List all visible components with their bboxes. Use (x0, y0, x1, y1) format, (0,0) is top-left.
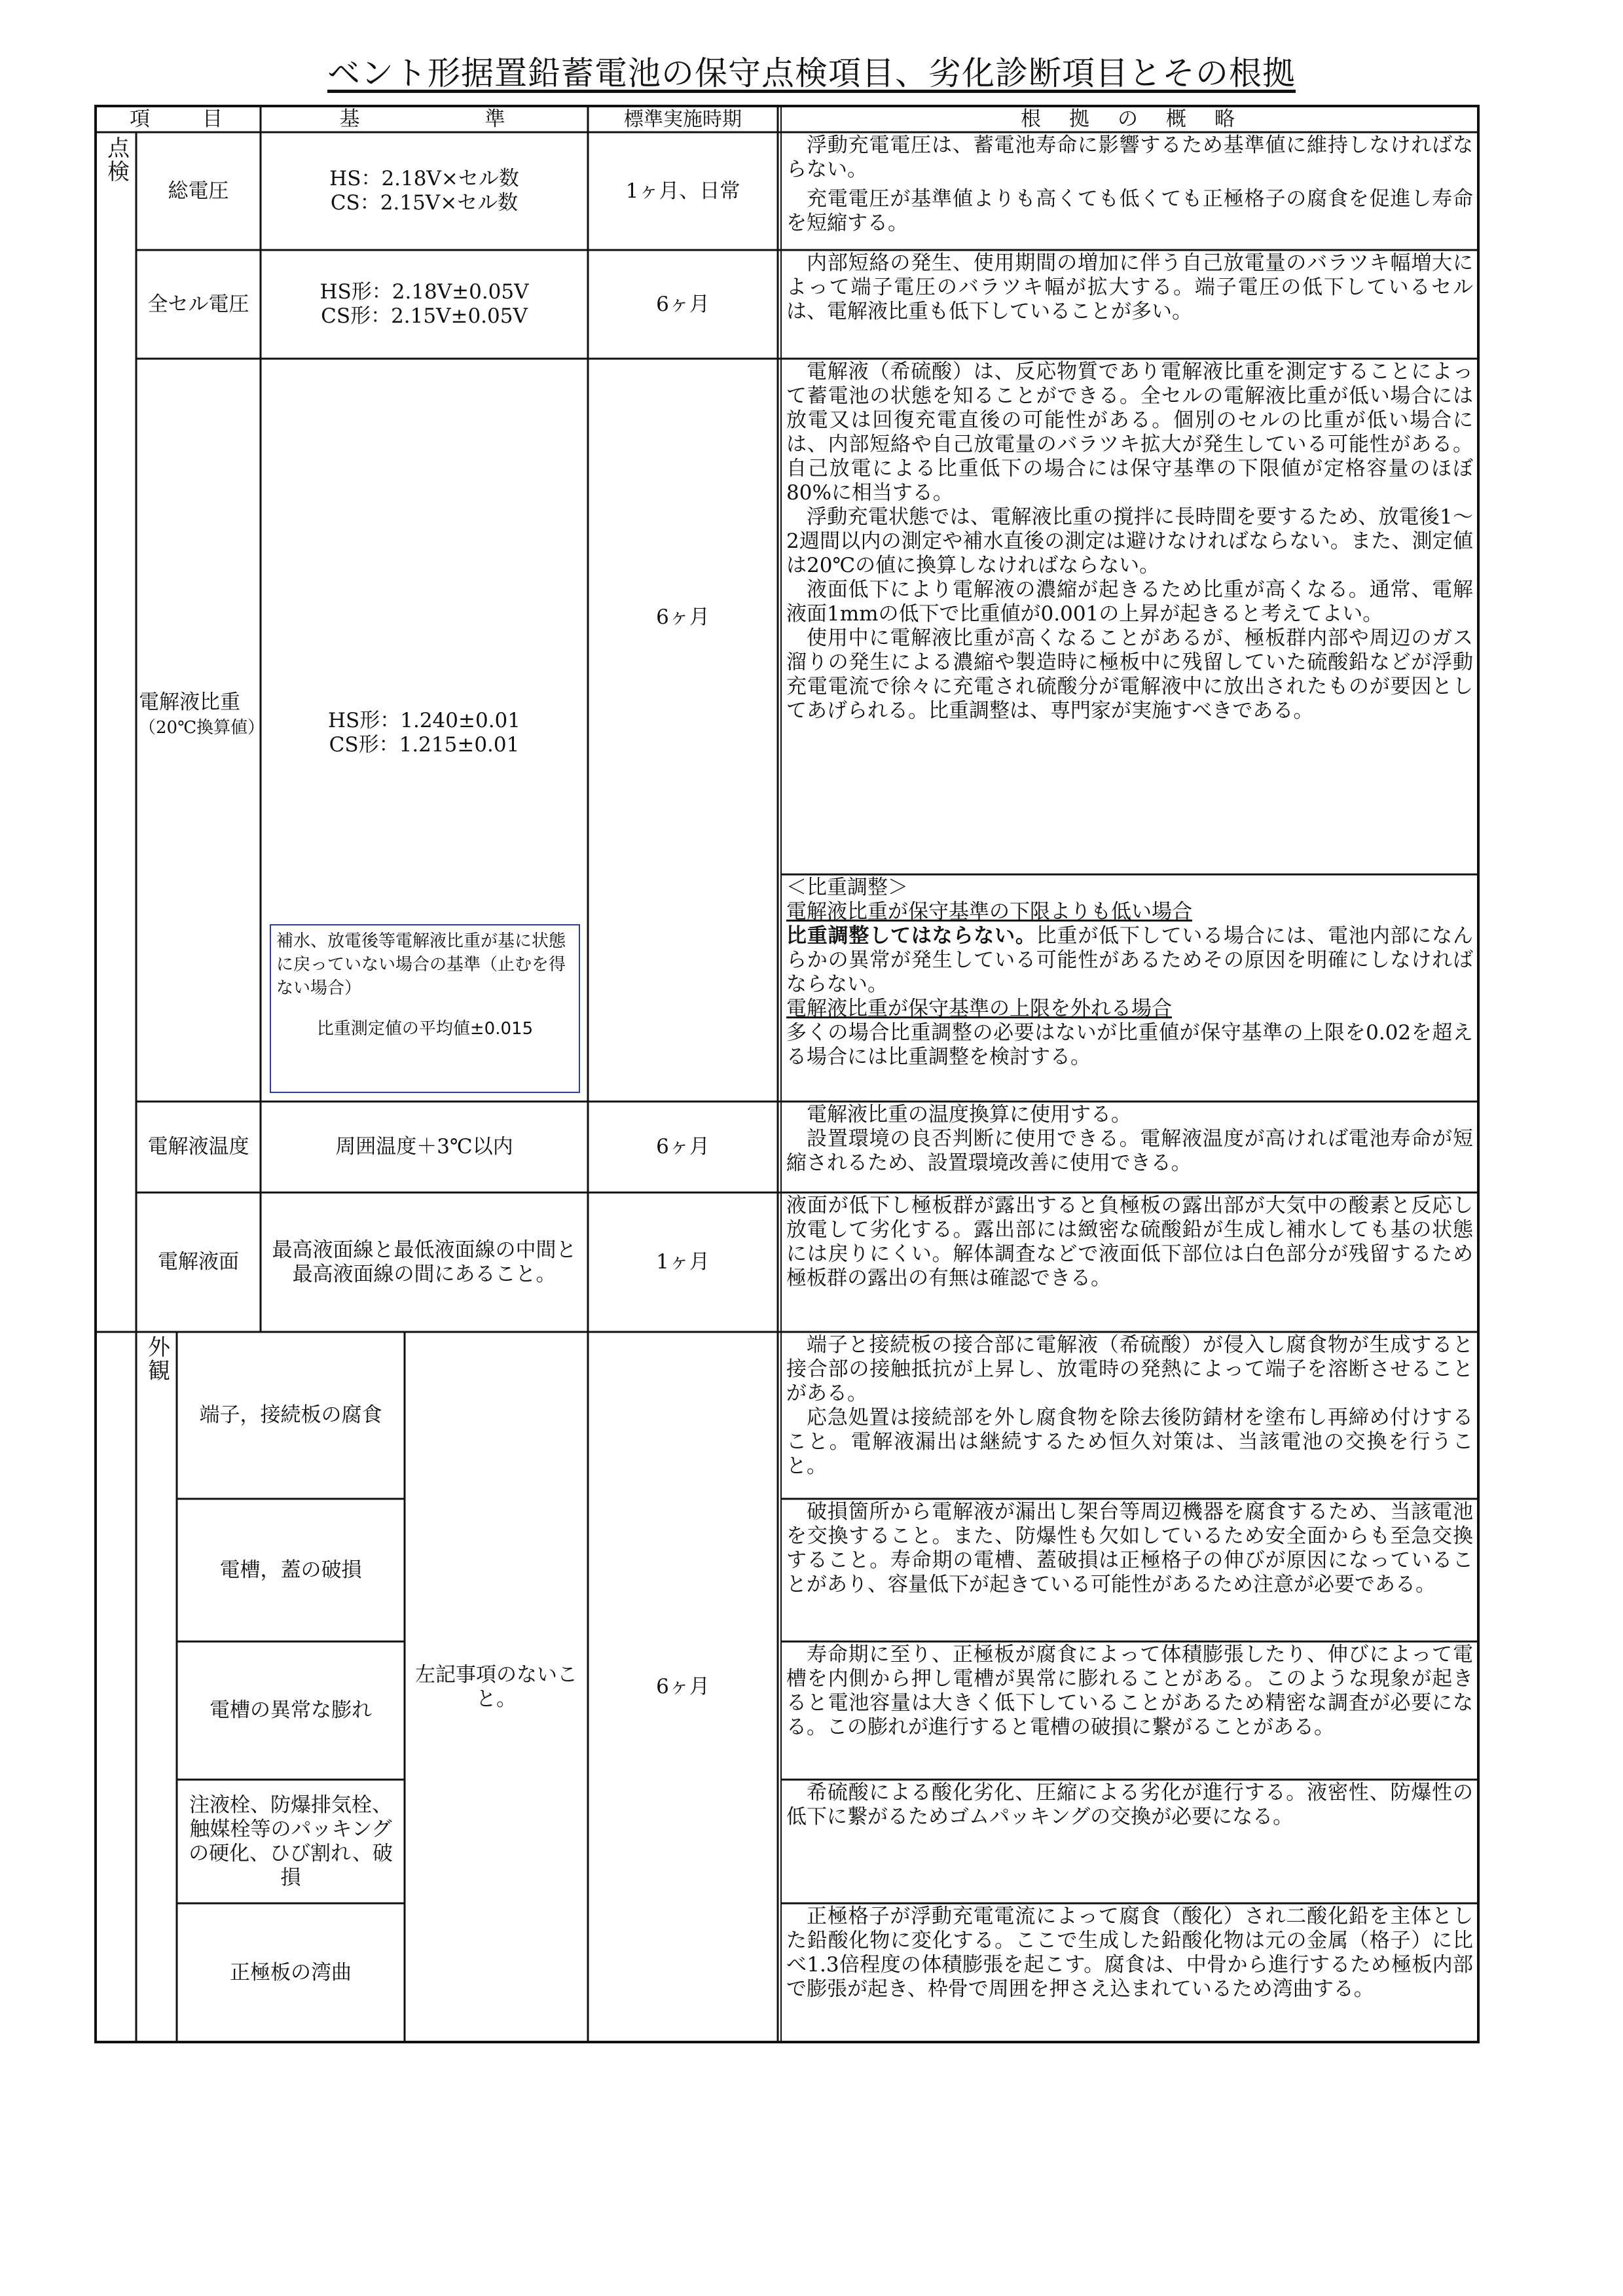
item-container-damage: 電槽，蓋の破損 (219, 1558, 362, 1582)
basis-packing-deterioration (781, 1780, 1478, 1903)
header-basis: 根 拠 の 概 略 (1021, 107, 1239, 131)
basis-paragraph: 寿命期に至り、正極板が腐食によって体積膨張したり、伸びによって電槽を内側から押し電槽が異常に膨れることがある。このような現象が起きると電池容量は大きく低下していることがあるため精密な調査が必要になる。この膨れが進行すると電槽の破損に繋がることがある。 (786, 1643, 1473, 1739)
standard-appearance: 左記事項のないこと。 (415, 1662, 577, 1711)
gravity-adjustment (781, 874, 1478, 1102)
basis-level (781, 1193, 1478, 1332)
item-temperature: 電解液温度 (147, 1135, 249, 1158)
standard-line: CS形：2.15V±0.05V (321, 304, 528, 328)
item-plate-bending: 正極板の湾曲 (230, 1960, 352, 1984)
standard-cell-voltage (261, 250, 588, 359)
header-item: 項 目 (130, 107, 227, 131)
basis-paragraph: 応急処置は接続部を外し腐食物を除去後防錆材を塗布し再締め付けすること。電解液漏出は継続するため恒久対策は、当該電池の交換を行うこと。 (786, 1406, 1473, 1478)
basis-paragraph: 充電電圧が基準値よりも高くても低くても正極格子の腐食を促進し寿命を短縮する。 (786, 187, 1473, 235)
adjust-heading: ＜比重調整＞ (786, 876, 908, 899)
adjust-low-warning: 比重調整してはならない。 (786, 924, 1036, 948)
period-specific-gravity: 6ヶ月 (656, 605, 710, 629)
item-cell-voltage: 全セル電圧 (147, 292, 249, 316)
basis-paragraph: 液面が低下し極板群が露出すると負極板の露出部が大気中の酸素と反応し放電して劣化する。露出部には緻密な硫酸鉛が生成し補水しても基の状態には戻りにくい。解体調査などで液面低下部位は白色部分が残留するため極板群の露出の有無は確認できる。 (786, 1194, 1473, 1290)
note-value: 比重測定値の平均値±0.015 (316, 1019, 534, 1039)
adjust-high-text: 多くの場合比重調整の必要はないが比重値が保守基準の上限を0.02を超える場合には比重調整を検討する。 (786, 1021, 1473, 1069)
item-terminal-corrosion: 端子，接続板の腐食 (199, 1403, 382, 1427)
basis-paragraph: 設置環境の良否判断に使用できる。電解液温度が高ければ電池寿命が短縮されるため、設置環境改善に使用できる。 (786, 1127, 1473, 1175)
standard-specific-gravity (261, 697, 588, 769)
item-container-swelling: 電槽の異常な膨れ (210, 1698, 372, 1722)
adjust-low-case: 電解液比重が保守基準の下限よりも低い場合 (786, 900, 1192, 924)
item-specific-gravity: 電解液比重（20℃換算値） (139, 691, 265, 738)
item-level: 電解液面 (158, 1250, 239, 1274)
basis-cell-voltage (781, 250, 1478, 359)
basis-paragraph: 浮動充電状態では、電解液比重の撹拌に長時間を要するため、放電後1～2週間以内の測定や補水直後の測定は避けなければならない。また、測定値は20℃の値に換算しなければならない。 (786, 505, 1473, 577)
period-appearance: 6ヶ月 (656, 1675, 710, 1698)
basis-paragraph: 電解液（希硫酸）は、反応物質であり電解液比重を測定することによって蓄電池の状態を知ることができる。全セルの電解液比重が低い場合には放電又は回復充電直後の可能性がある。個別のセルの比重が低い場合には、内部短絡や自己放電量のバラツキ拡大が発生している可能性がある。自己放電による比重低下の場合には保守基準の下限値が定格容量のほぼ80%に相当する。 (786, 360, 1473, 505)
standard-line: CS形：1.215±0.01 (329, 733, 520, 757)
standard-level: 最高液面線と最低液面線の中間と最高液面線の間にあること。 (272, 1238, 577, 1286)
basis-container-swelling (781, 1641, 1478, 1780)
period-temperature: 6ヶ月 (656, 1135, 710, 1158)
standard-line: HS：2.18V×セル数 (329, 167, 519, 190)
standard-line: HS形：2.18V±0.05V (319, 280, 529, 304)
note-text: 補水、放電後等電解液比重が基に状態に戻っていない場合の基準（止むを得ない場合） (276, 931, 566, 998)
page-title: ベント形据置鉛蓄電池の保守点検項目、劣化診断項目とその根拠 (327, 54, 1296, 92)
basis-paragraph: 希硫酸による酸化劣化、圧縮による劣化が進行する。液密性、防爆性の低下に繋がるためゴムパッキングの交換が必要になる。 (786, 1781, 1473, 1829)
group-inspection: 点検 (103, 136, 130, 183)
period-cell-voltage: 6ヶ月 (656, 292, 710, 316)
period-total-voltage: 1ヶ月、日常 (625, 179, 740, 203)
group-appearance: 外観 (143, 1335, 170, 1382)
basis-paragraph: 電解液比重の温度換算に使用する。 (807, 1103, 1131, 1126)
basis-total-voltage (781, 132, 1478, 250)
adjust-low-text: 比重が低下している場合には、電池内部になんらかの異常が発生している可能性があるためその原因を明確にしなければならない。 (786, 924, 1473, 996)
header-standard: 基 準 (339, 107, 509, 131)
item-total-voltage: 総電圧 (168, 179, 229, 203)
gravity-exception-note (270, 924, 580, 1093)
basis-container-damage (781, 1499, 1478, 1641)
header-period: 標準実施時期 (624, 107, 742, 131)
basis-plate-bending (781, 1903, 1478, 2042)
item-packing-deterioration: 注液栓、防爆排気栓、触媒栓等のパッキングの硬化、ひび割れ、破損 (189, 1793, 393, 1890)
standard-temperature: 周囲温度＋3℃以内 (335, 1135, 513, 1158)
basis-paragraph: 内部短絡の発生、使用期間の増加に伴う自己放電量のバラツキ幅増大によって端子電圧のバラツキ幅が拡大する。端子電圧の低下しているセルは、電解液比重も低下していることが多い。 (786, 251, 1473, 323)
period-level: 1ヶ月 (656, 1250, 710, 1274)
basis-paragraph: 浮動充電電圧は、蓄電池寿命に影響するため基準値に維持しなければならない。 (786, 134, 1473, 181)
standard-total-voltage (261, 132, 588, 250)
basis-temperature (781, 1102, 1478, 1193)
basis-terminal-corrosion (781, 1332, 1478, 1499)
adjust-high-case: 電解液比重が保守基準の上限を外れる場合 (786, 997, 1172, 1020)
basis-paragraph: 端子と接続板の接合部に電解液（希硫酸）が侵入し腐食物が生成すると接合部の接触抵抗が上昇し、放電時の発熱によって端子を溶断させることがある。 (786, 1333, 1473, 1405)
basis-paragraph: 正極格子が浮動充電電流によって腐食（酸化）され二酸化鉛を主体とした鉛酸化物に変化する。ここで生成した鉛酸化物は元の金属（格子）に比べ1.3倍程度の体積膨張を起こす。腐食は、中骨から進行するため極板内部で膨張が起き、枠骨で周囲を押さえ込まれているため湾曲する。 (786, 1905, 1473, 2001)
standard-line: CS：2.15V×セル数 (330, 191, 519, 215)
basis-paragraph: 破損箇所から電解液が漏出し架台等周辺機器を腐食するため、当該電池を交換すること。また、防爆性も欠如しているため安全面からも至急交換すること。寿命期の電槽、蓋破損は正極格子の伸びが原因になっていることがあり、容量低下が起きている可能性があるため注意が必要である。 (786, 1500, 1473, 1596)
basis-specific-gravity (781, 359, 1478, 874)
basis-paragraph: 液面低下により電解液の濃縮が起きるため比重が高くなる。通常、電解液面1mmの低下で比重値が0.001の上昇が起きると考えてよい。 (786, 578, 1473, 626)
standard-line: HS形：1.240±0.01 (327, 709, 520, 732)
basis-paragraph: 使用中に電解液比重が高くなることがあるが、極板群内部や周辺のガス溜りの発生による濃縮や製造時に極板中に残留していた硫酸鉛などが浮動充電電流で徐々に充電され硫酸分が電解液中に放出されたものが要因としてあげられる。比重調整は、専門家が実施すべきである。 (786, 626, 1473, 723)
